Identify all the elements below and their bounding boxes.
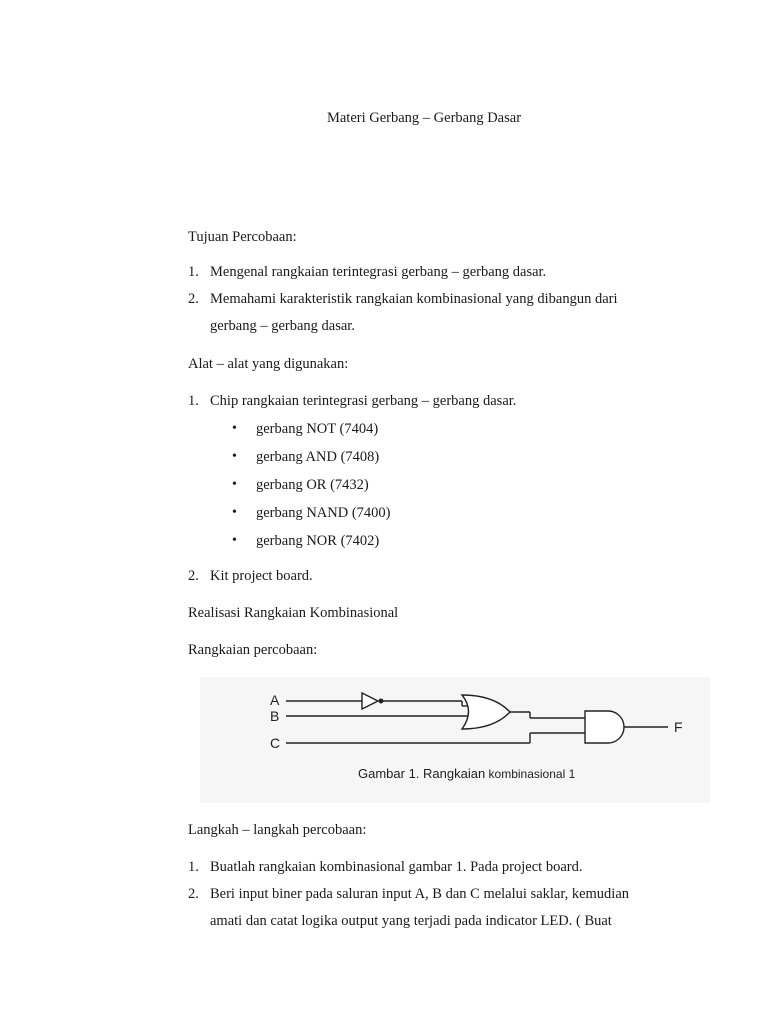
figure-caption-rest: kombinasional 1 xyxy=(485,767,576,781)
list-item-text: Buatlah rangkaian kombinasional gambar 1. Pada project board. xyxy=(210,859,583,875)
list-item-text: Beri input biner pada saluran input A, B dan C melalui saklar, kemudian xyxy=(210,886,630,902)
list-item xyxy=(188,264,199,281)
bullet-item: gerbang NAND (7400) xyxy=(256,505,391,521)
input-b-label: B xyxy=(270,708,280,724)
input-c-label: C xyxy=(270,735,281,751)
list-number: 1. xyxy=(188,859,199,875)
bullet-icon: • xyxy=(232,477,237,492)
bullet-item: gerbang NOT (7404) xyxy=(256,421,379,437)
bullet-icon: • xyxy=(232,421,237,436)
output-f-label: F xyxy=(674,719,683,735)
list-number: 2. xyxy=(188,886,199,902)
figure-caption xyxy=(358,766,576,781)
bullet-icon: • xyxy=(232,533,237,548)
list-item-text: Memahami karakteristik rangkaian kombinasional yang dibangun dari xyxy=(210,291,618,307)
list-item-text: Kit project board. xyxy=(210,568,313,584)
section-heading-langkah: Langkah – langkah percobaan: xyxy=(188,822,367,838)
bullet-item: gerbang OR (7432) xyxy=(256,477,369,493)
circuit-figure xyxy=(200,677,710,803)
bullet-icon: • xyxy=(232,505,237,520)
section-heading-rangkaian: Rangkaian percobaan: xyxy=(188,642,318,658)
list-number: 2. xyxy=(188,291,199,307)
section-heading-realisasi: Realisasi Rangkaian Kombinasional xyxy=(188,605,399,621)
list-number: 1. xyxy=(188,264,199,280)
section-heading-tujuan: Tujuan Percobaan: xyxy=(188,229,297,245)
circuit-diagram xyxy=(200,677,710,803)
input-a-label: A xyxy=(270,692,280,708)
list-number: 1. xyxy=(188,393,199,409)
bullet-item: gerbang AND (7408) xyxy=(256,449,380,465)
bullet-item: gerbang NOR (7402) xyxy=(256,533,380,549)
list-item-text-continued: gerbang – gerbang dasar. xyxy=(210,318,355,334)
bullet-icon: • xyxy=(232,449,237,464)
list-item-text: Mengenal rangkaian terintegrasi gerbang – gerbang dasar. xyxy=(210,264,547,280)
page-title: Materi Gerbang – Gerbang Dasar xyxy=(326,110,522,126)
section-heading-alat: Alat – alat yang digunakan: xyxy=(188,356,349,372)
list-item-text-continued: amati dan catat logika output yang terjadi pada indicator LED. ( Buat xyxy=(210,913,612,929)
list-item-text: Chip rangkaian terintegrasi gerbang – gerbang dasar. xyxy=(210,393,517,409)
list-item xyxy=(188,291,199,308)
figure-caption-main: Gambar 1. Rangkaian xyxy=(358,766,486,781)
list-number: 2. xyxy=(188,568,199,584)
